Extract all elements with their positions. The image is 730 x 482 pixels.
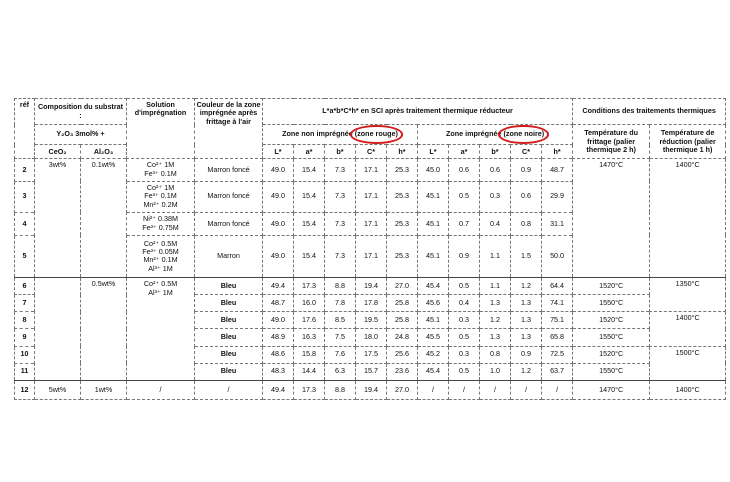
header-composition-label: Composition du substrat : — [37, 102, 124, 120]
ref-cell: 7 — [15, 295, 35, 312]
cell: 0.6 — [480, 159, 511, 181]
header-col: a* — [449, 145, 480, 159]
cell: 7.3 — [325, 181, 356, 212]
cell: 19.4 — [356, 380, 387, 399]
header-col: L* — [418, 145, 449, 159]
header-col: h* — [542, 145, 573, 159]
header-temp-frittage: Température du frittage (palier thermique 2 h) — [573, 125, 650, 159]
cell: 18.0 — [356, 329, 387, 346]
cell: 48.9 — [263, 329, 294, 346]
cell: / — [511, 380, 542, 399]
ref-cell: 8 — [15, 312, 35, 329]
frittage-cell: 1520°C — [573, 346, 650, 363]
ceo2-cell: 5wt% — [35, 380, 81, 399]
couleur-cell: Bleu — [195, 295, 263, 312]
cell: 0.6 — [511, 181, 542, 212]
cell: 49.0 — [263, 181, 294, 212]
table-row — [15, 159, 726, 181]
solution-line: Mn²⁺ 0.1M — [143, 255, 178, 265]
cell: 1.3 — [480, 329, 511, 346]
cell: 17.1 — [356, 159, 387, 181]
cell: 25.3 — [387, 181, 418, 212]
zone-impregnee-label: Zone imprégnée — [445, 129, 502, 139]
cell: 75.1 — [542, 312, 573, 329]
ref-cell: 5 — [15, 235, 35, 277]
ref-cell: 4 — [15, 212, 35, 235]
cell: 19.5 — [356, 312, 387, 329]
solution-line: Co²⁺ 0.5M — [143, 238, 178, 248]
solution-line: Mn²⁺ 0.2M — [143, 199, 178, 209]
cell: 49.0 — [263, 312, 294, 329]
ref-cell: 10 — [15, 346, 35, 363]
frittage-cell: 1550°C — [573, 329, 650, 346]
cell: 1.3 — [511, 312, 542, 329]
cell: 64.4 — [542, 278, 573, 295]
zone-non-impregnee-label: Zone non imprégnée — [282, 129, 353, 139]
solution-cell — [127, 181, 195, 212]
solution-cell: / — [127, 380, 195, 399]
cell: 16.0 — [294, 295, 325, 312]
couleur-cell: / — [195, 380, 263, 399]
cell: 23.6 — [387, 363, 418, 380]
cell: / — [449, 380, 480, 399]
solution-line: Al³⁺ 1M — [148, 263, 173, 273]
couleur-cell: Bleu — [195, 329, 263, 346]
cell: 24.8 — [387, 329, 418, 346]
cell: 27.0 — [387, 278, 418, 295]
cell: 8.5 — [325, 312, 356, 329]
header-conditions: Conditions des traitements thermiques — [573, 99, 726, 125]
cell: 45.0 — [418, 159, 449, 181]
ref-cell: 12 — [15, 380, 35, 399]
header-composition-base: Y₂O₃ 3mol% + — [35, 125, 127, 145]
table-row — [15, 380, 726, 399]
ceo2-cell: 3wt% — [35, 159, 81, 278]
solution-line: Ni²⁺ 0.38M — [143, 214, 178, 224]
cell: 50.0 — [542, 235, 573, 277]
solution-line: Fe³⁺ 0.05M — [142, 247, 179, 256]
solution-line: Al³⁺ 1M — [148, 287, 173, 297]
solution-line: Fe³⁺ 0.1M — [144, 191, 177, 201]
header-col: b* — [480, 145, 511, 159]
cell: 49.4 — [263, 278, 294, 295]
cell: 74.1 — [542, 295, 573, 312]
ref-cell: 2 — [15, 159, 35, 181]
cell: 45.1 — [418, 235, 449, 277]
cell: 7.8 — [325, 295, 356, 312]
solution-line: Fe³⁺ 0.75M — [142, 222, 179, 232]
couleur-cell: Marron foncé — [195, 181, 263, 212]
cell: 1.2 — [511, 278, 542, 295]
frittage-cell: 1470°C — [573, 159, 650, 278]
cell: 25.6 — [387, 346, 418, 363]
cell: 0.9 — [511, 346, 542, 363]
cell: 63.7 — [542, 363, 573, 380]
header-zone-impregnee — [418, 125, 573, 145]
cell: 0.5 — [449, 278, 480, 295]
cell: 7.3 — [325, 212, 356, 235]
solution-cell — [127, 212, 195, 235]
zone-noire-highlight: (zone noire) — [503, 129, 545, 139]
cell: 49.4 — [263, 380, 294, 399]
cell: 17.1 — [356, 181, 387, 212]
cell: 45.6 — [418, 295, 449, 312]
cell: 14.4 — [294, 363, 325, 380]
cell: 0.8 — [511, 212, 542, 235]
cell: 31.1 — [542, 212, 573, 235]
header-temp-reduction: Température de réduction (palier thermique 1 h) — [650, 125, 726, 159]
ref-cell: 3 — [15, 181, 35, 212]
header-couleur: Couleur de la zone imprégnée après frittage à l'air — [195, 99, 263, 159]
cell: 45.4 — [418, 278, 449, 295]
header-al2o3: Al₂O₃ — [81, 145, 127, 159]
cell: / — [542, 380, 573, 399]
cell: 0.3 — [480, 181, 511, 212]
cell: 0.9 — [449, 235, 480, 277]
cell: 27.0 — [387, 380, 418, 399]
couleur-cell: Bleu — [195, 363, 263, 380]
cell: 15.4 — [294, 159, 325, 181]
reduction-cell: 1400°C — [650, 312, 726, 346]
couleur-cell: Bleu — [195, 278, 263, 295]
cell: 1.5 — [511, 235, 542, 277]
cell: 0.6 — [449, 159, 480, 181]
solution-line: Fe³⁺ 0.1M — [144, 168, 177, 178]
cell: 45.2 — [418, 346, 449, 363]
cell: 1.0 — [480, 363, 511, 380]
couleur-cell: Marron — [195, 235, 263, 277]
cell: 17.6 — [294, 312, 325, 329]
cell: 1.3 — [511, 329, 542, 346]
header-col: h* — [387, 145, 418, 159]
cell: 25.8 — [387, 312, 418, 329]
cell: 25.3 — [387, 159, 418, 181]
solution-line: Co²⁺ 1M — [146, 182, 175, 192]
cell: 8.8 — [325, 278, 356, 295]
cell: 72.5 — [542, 346, 573, 363]
solution-line: Co²⁺ 0.5M — [143, 279, 178, 289]
cell: 49.0 — [263, 212, 294, 235]
cell: 19.4 — [356, 278, 387, 295]
cell: 48.7 — [263, 295, 294, 312]
cell: 49.0 — [263, 159, 294, 181]
cell: 45.1 — [418, 212, 449, 235]
header-col: C* — [356, 145, 387, 159]
cell: 15.4 — [294, 235, 325, 277]
cell: 48.6 — [263, 346, 294, 363]
header-solution: Solution d'imprégnation — [127, 99, 195, 159]
cell: 15.4 — [294, 212, 325, 235]
header-ceo2: CeO₂ — [35, 145, 81, 159]
cell: 0.5 — [449, 329, 480, 346]
reduction-cell: 1400°C — [650, 159, 726, 278]
cell: 0.5 — [449, 363, 480, 380]
cell: 15.4 — [294, 181, 325, 212]
table-row — [15, 278, 726, 295]
cell: 25.3 — [387, 212, 418, 235]
cell: 29.9 — [542, 181, 573, 212]
solution-cell — [127, 278, 195, 381]
frittage-cell: 1520°C — [573, 278, 650, 295]
cell: / — [418, 380, 449, 399]
cell: 17.8 — [356, 295, 387, 312]
frittage-cell: 1550°C — [573, 363, 650, 380]
cell: 7.5 — [325, 329, 356, 346]
solution-line: Co²⁺ 1M — [146, 160, 175, 170]
cell: 16.3 — [294, 329, 325, 346]
cell: 0.7 — [449, 212, 480, 235]
couleur-cell: Marron foncé — [195, 159, 263, 181]
al2o3-cell: 0.5wt% — [81, 278, 127, 381]
cell: 1.1 — [480, 278, 511, 295]
cell: 6.3 — [325, 363, 356, 380]
cell: 7.3 — [325, 235, 356, 277]
cell: 0.5 — [449, 181, 480, 212]
couleur-cell: Bleu — [195, 346, 263, 363]
cell: 48.3 — [263, 363, 294, 380]
cell: 45.1 — [418, 181, 449, 212]
cell: 17.1 — [356, 212, 387, 235]
cell: 45.4 — [418, 363, 449, 380]
frittage-cell: 1470°C — [573, 380, 650, 399]
al2o3-cell: 1wt% — [81, 380, 127, 399]
ceo2-cell — [35, 278, 81, 381]
cell: 1.2 — [480, 312, 511, 329]
cell: 7.6 — [325, 346, 356, 363]
cell: 48.7 — [542, 159, 573, 181]
ref-cell: 6 — [15, 278, 35, 295]
al2o3-cell: 0.1wt% — [81, 159, 127, 278]
cell: 17.3 — [294, 380, 325, 399]
reduction-cell: 1500°C — [650, 346, 726, 380]
cell: 1.3 — [480, 295, 511, 312]
cell: 25.3 — [387, 235, 418, 277]
cell: 25.8 — [387, 295, 418, 312]
cell: 0.4 — [480, 212, 511, 235]
cell: 0.3 — [449, 346, 480, 363]
cell: 17.5 — [356, 346, 387, 363]
cell: 17.1 — [356, 235, 387, 277]
cell: 8.8 — [325, 380, 356, 399]
cell: 7.3 — [325, 159, 356, 181]
solution-cell — [127, 235, 195, 277]
header-zone-non-impregnee — [263, 125, 418, 145]
cell: 0.9 — [511, 159, 542, 181]
couleur-cell: Bleu — [195, 312, 263, 329]
header-col: L* — [263, 145, 294, 159]
solution-cell — [127, 159, 195, 181]
cell: 1.3 — [511, 295, 542, 312]
data-table — [14, 98, 726, 400]
frittage-cell: 1550°C — [573, 295, 650, 312]
cell: 0.3 — [449, 312, 480, 329]
cell: / — [480, 380, 511, 399]
cell: 45.1 — [418, 312, 449, 329]
couleur-cell: Marron foncé — [195, 212, 263, 235]
cell: 0.4 — [449, 295, 480, 312]
cell: 0.8 — [480, 346, 511, 363]
header-lab-group: L*a*b*C*h* en SCI après traitement thermique réducteur — [263, 99, 573, 125]
header-col: b* — [325, 145, 356, 159]
zone-rouge-highlight: (zone rouge) — [354, 129, 398, 139]
header-composition — [35, 99, 127, 125]
cell: 15.7 — [356, 363, 387, 380]
reduction-cell: 1350°C — [650, 278, 726, 312]
cell: 45.5 — [418, 329, 449, 346]
reduction-cell: 1400°C — [650, 380, 726, 399]
ref-cell: 11 — [15, 363, 35, 380]
cell: 65.8 — [542, 329, 573, 346]
cell: 15.8 — [294, 346, 325, 363]
ref-cell: 9 — [15, 329, 35, 346]
cell: 49.0 — [263, 235, 294, 277]
frittage-cell: 1520°C — [573, 312, 650, 329]
header-ref: réf — [15, 99, 35, 159]
cell: 17.3 — [294, 278, 325, 295]
cell: 1.2 — [511, 363, 542, 380]
header-col: C* — [511, 145, 542, 159]
header-col: a* — [294, 145, 325, 159]
cell: 1.1 — [480, 235, 511, 277]
